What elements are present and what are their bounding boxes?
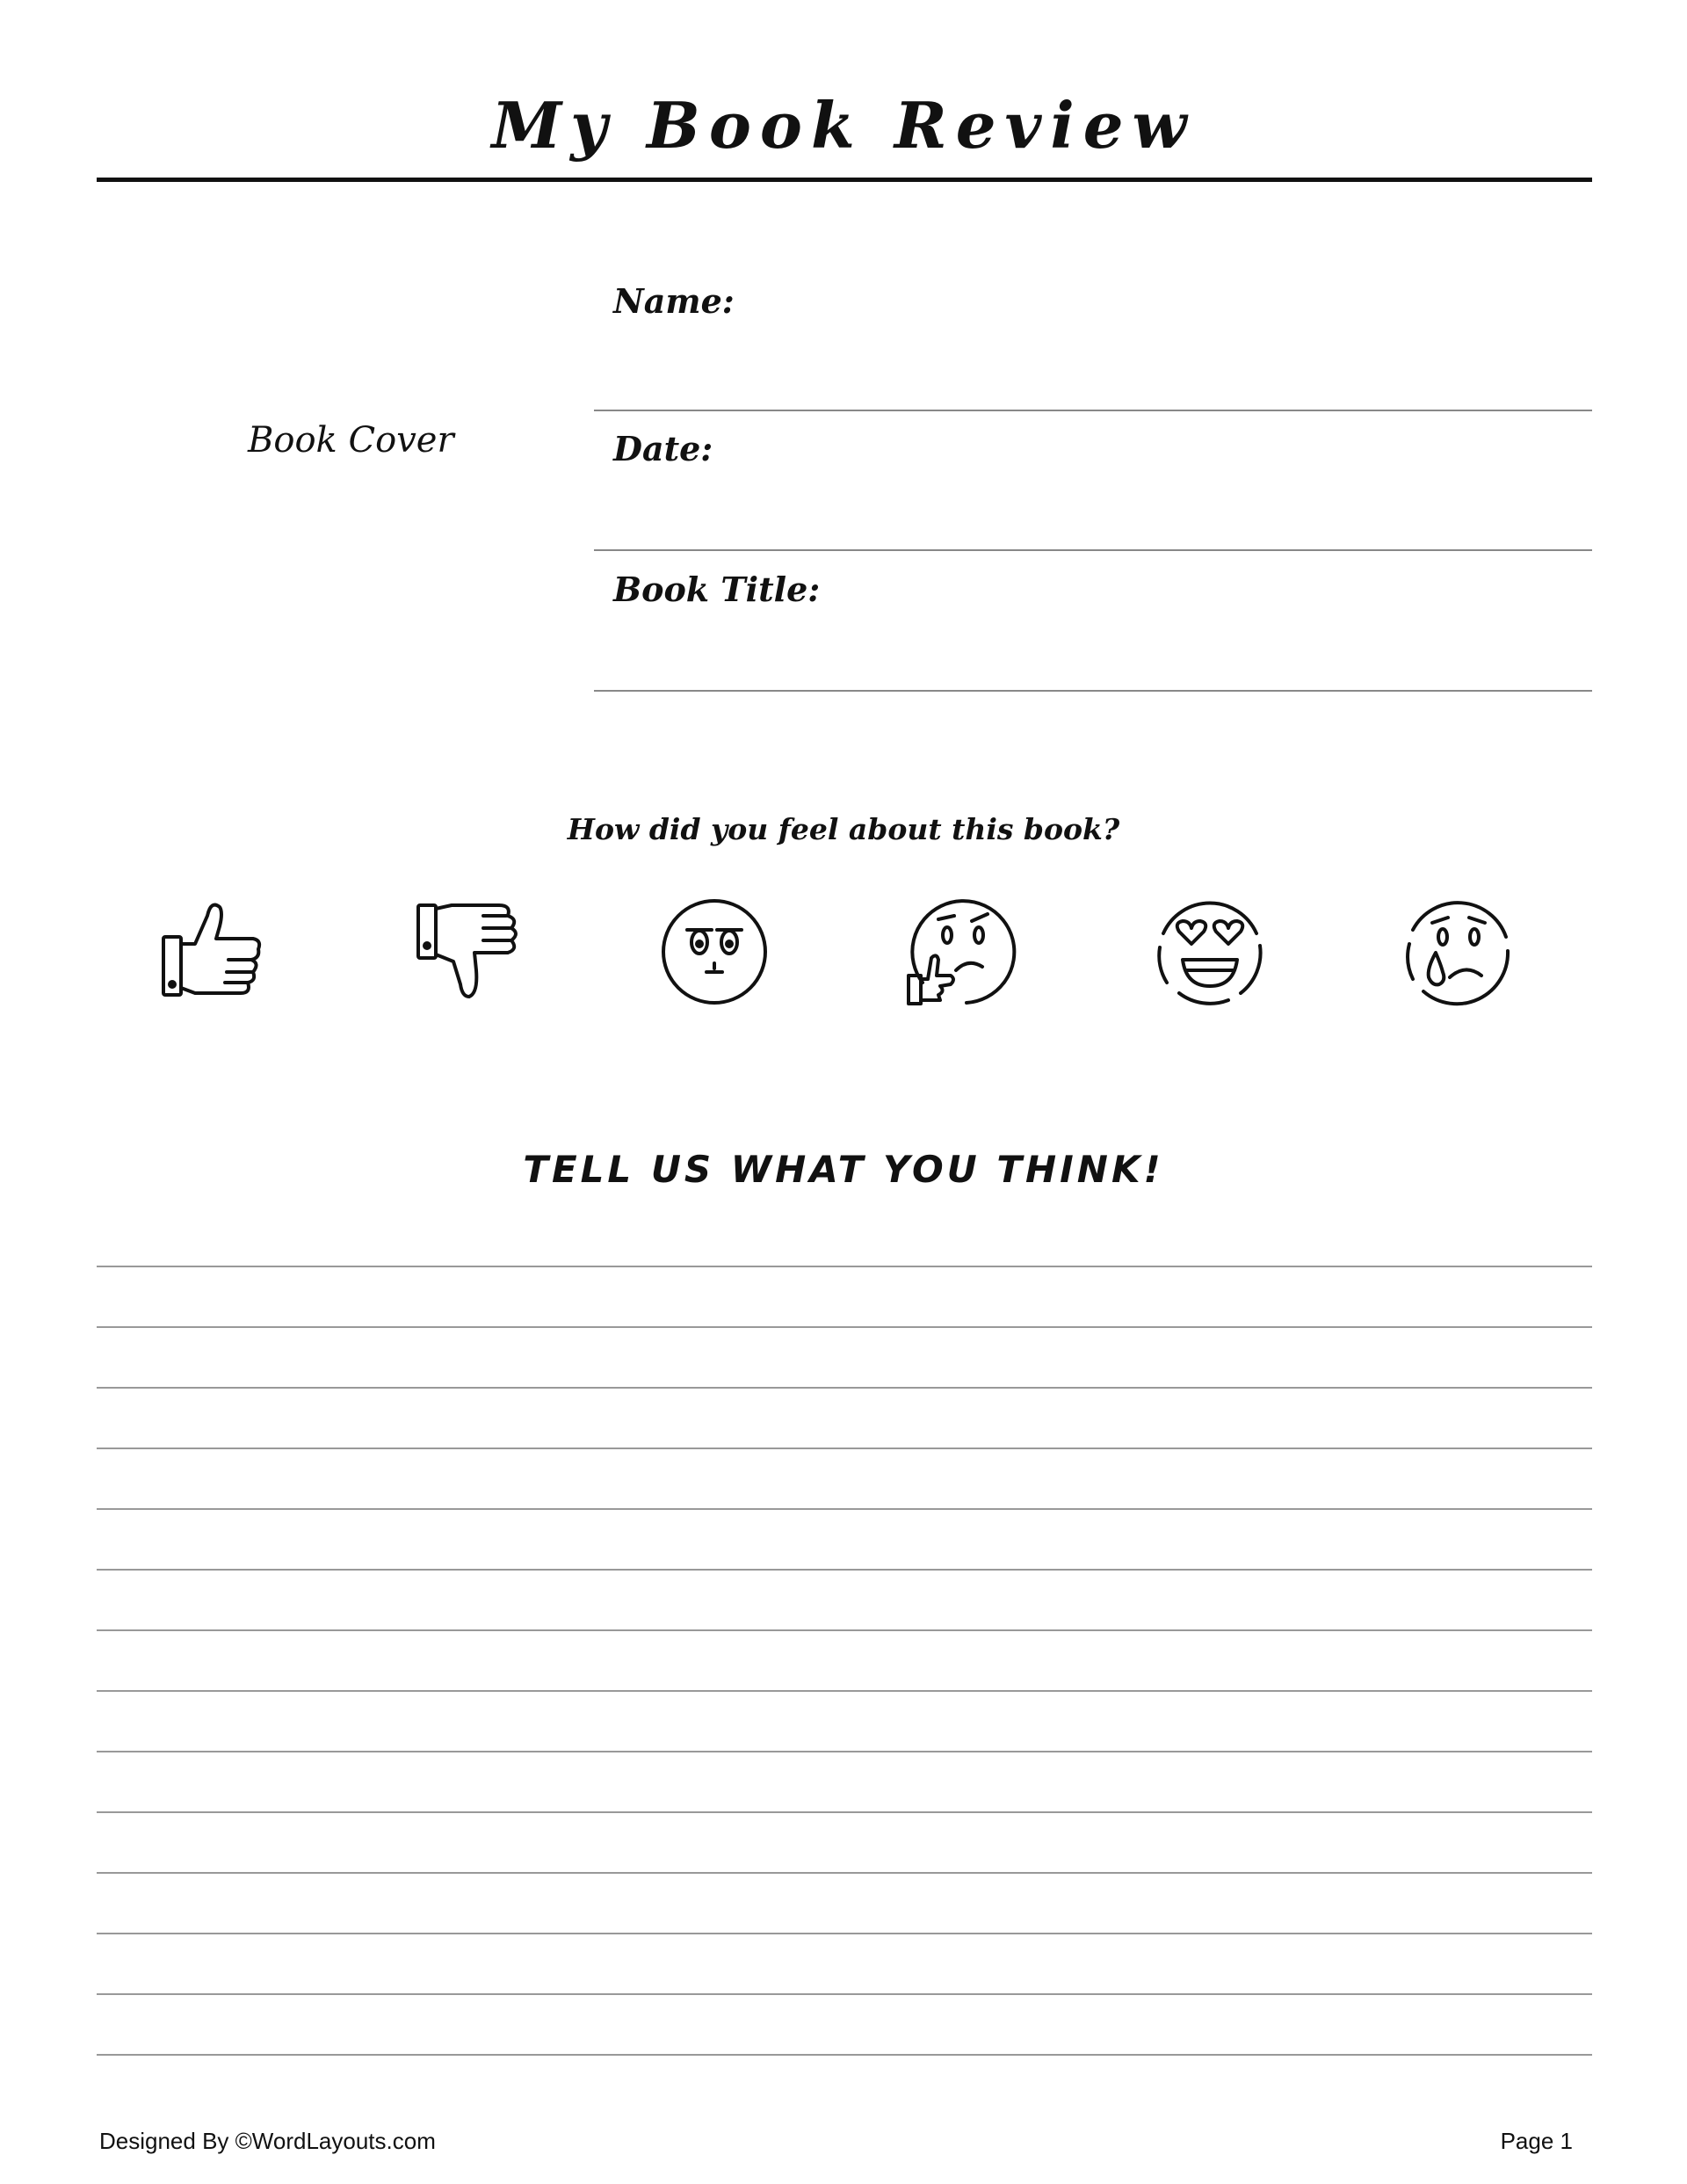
thumbs-down-icon[interactable] (411, 895, 525, 1009)
writing-line[interactable] (97, 1508, 1592, 1510)
writing-line[interactable] (97, 1811, 1592, 1813)
title-divider (97, 178, 1592, 182)
writing-line[interactable] (97, 1569, 1592, 1571)
writing-line[interactable] (97, 1326, 1592, 1328)
crying-face-icon[interactable] (1401, 895, 1515, 1009)
name-label: Name: (613, 281, 735, 321)
page-title: My Book Review (491, 88, 1196, 163)
date-label: Date: (613, 429, 713, 468)
writing-line[interactable] (97, 1629, 1592, 1631)
writing-line[interactable] (97, 1448, 1592, 1449)
book-title-label: Book Title: (613, 570, 821, 609)
thinking-face-icon[interactable] (905, 895, 1019, 1009)
heart-eyes-face-icon[interactable] (1153, 895, 1267, 1009)
footer-credit: Designed By ©WordLayouts.com (99, 2128, 436, 2154)
writing-line[interactable] (97, 2054, 1592, 2056)
tell-us-heading: TELL US WHAT YOU THINK! (523, 1148, 1164, 1191)
writing-line[interactable] (97, 1266, 1592, 1267)
date-field[interactable] (594, 549, 1592, 551)
book-title-field[interactable] (594, 690, 1592, 692)
feeling-prompt: How did you feel about this book? (567, 812, 1120, 846)
writing-line[interactable] (97, 1690, 1592, 1692)
writing-line[interactable] (97, 1751, 1592, 1752)
writing-line[interactable] (97, 1387, 1592, 1389)
writing-line[interactable] (97, 1993, 1592, 1995)
name-field[interactable] (594, 410, 1592, 411)
writing-line[interactable] (97, 1872, 1592, 1874)
thumbs-up-icon[interactable] (156, 895, 271, 1009)
book-cover-label: Book Cover (248, 420, 454, 461)
writing-line[interactable] (97, 1933, 1592, 1934)
neutral-face-icon[interactable] (657, 895, 771, 1009)
page-number: Page 1 (1500, 2128, 1573, 2154)
